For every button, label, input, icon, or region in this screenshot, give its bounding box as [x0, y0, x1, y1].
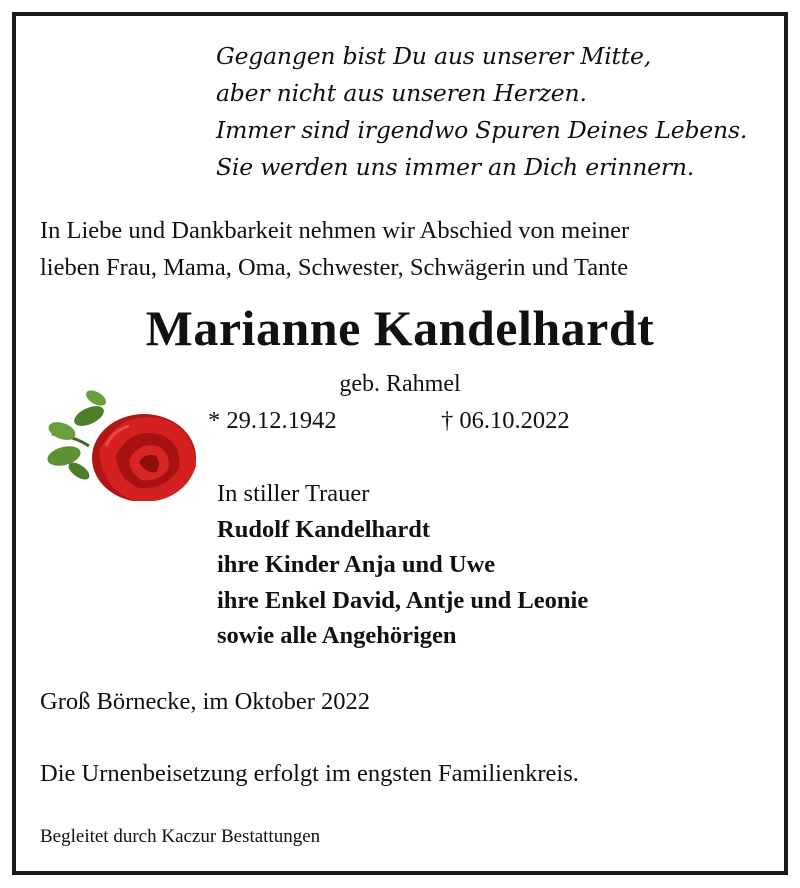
mourner-line: ihre Kinder Anja und Uwe	[217, 551, 496, 578]
intro-line: In Liebe und Dankbarkeit nehmen wir Abschied von meiner	[40, 217, 630, 244]
intro-line: lieben Frau, Mama, Oma, Schwester, Schwägerin und Tante	[40, 254, 629, 281]
birth-name: geb. Rahmel	[339, 371, 461, 397]
poem-line: aber nicht aus unseren Herzen.	[216, 79, 587, 107]
red-rose-icon	[34, 376, 199, 501]
obituary-frame	[12, 12, 788, 875]
place-date: Groß Börnecke, im Oktober 2022	[40, 688, 370, 715]
deceased-name: Marianne Kandelhardt	[145, 300, 655, 356]
poem-line: Immer sind irgendwo Spuren Deines Lebens.	[216, 116, 748, 144]
mourner-line: ihre Enkel David, Antje und Leonie	[217, 586, 589, 614]
birth-date: * 29.12.1942	[208, 407, 337, 434]
burial-note: Die Urnenbeisetzung erfolgt im engsten Familienkreis.	[40, 760, 579, 787]
memorial-poem	[216, 38, 776, 186]
mourner-line: Rudolf Kandelhardt	[217, 515, 431, 543]
mourners-block	[217, 476, 777, 654]
mourner-line: sowie alle Angehörigen	[217, 622, 457, 649]
death-date: † 06.10.2022	[441, 407, 570, 434]
mourners-intro: In stiller Trauer	[217, 480, 370, 507]
undertaker-credit: Begleitet durch Kaczur Bestattungen	[40, 826, 321, 847]
poem-line: Gegangen bist Du aus unserer Mitte,	[216, 42, 652, 70]
poem-line: Sie werden uns immer an Dich erinnern.	[216, 153, 695, 181]
farewell-intro	[40, 212, 780, 286]
